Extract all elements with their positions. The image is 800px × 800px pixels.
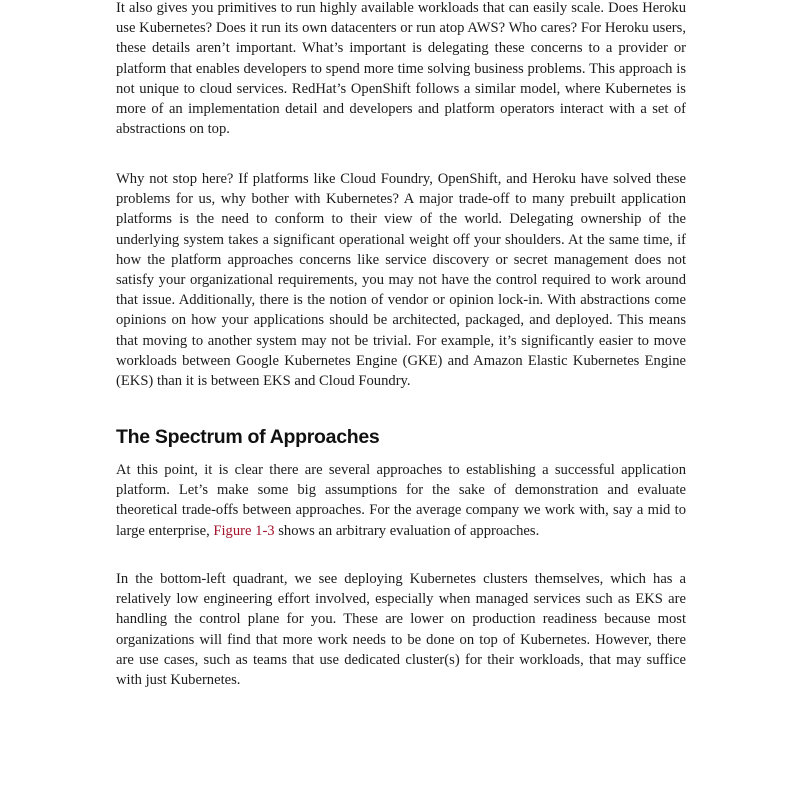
paragraph-platform-abstractions xyxy=(116,0,686,139)
paragraph-text: Why not stop here? If platforms like Cloud Foundry, OpenShift, and Heroku have solved these problems for us, why bother with Kubernetes? A major trade-off to many prebuilt application platforms is the need to conform to their view of the world. Delegating ownership of the underlying system takes a significant operational weight off your shoulders. At the same time, if how the platform approaches concerns like service discovery or secret management does not satisfy your organizational requirements, you may not have the control required to work around that issue. Additionally, there is the notion of vendor or opinion lock-in. With abstractions come opinions on how your applications should be architected, packaged, and deployed. This means that moving to another system may not be trivial. For example, it’s significantly easier to move workloads between Google Kubernetes Engine (GKE) and Amazon Elastic Kubernetes Engine (EKS) than it is between EKS and Cloud Foundry. xyxy=(116,171,686,390)
figure-reference-link[interactable]: Figure 1-3 xyxy=(213,522,275,539)
paragraph-text: It also gives you primitives to run highly available workloads that can easily scale. Does Heroku use Kubernetes? Does it run its own datacenters or run atop AWS? Who cares? For Heroku users, these details aren’t important. What’s important is delegating these concerns to a provider or platform that enables developers to spend more time solving business problems. This approach is not unique to cloud services. RedHat’s OpenShift follows a similar model, where Kubernetes is more of an implementation detail and developers and platform operators interact with a set of abstractions on top. xyxy=(116,0,686,138)
paragraph-text: In the bottom-left quadrant, we see deploying Kubernetes clusters themselves, which has a relatively low engineering effort involved, especially when managed services such as EKS are handling the control plane for you. These are lower on production readiness because most organizations will find that more work needs to be done on top of Kubernetes. However, there are use cases, such as teams that use dedicated cluster(s) for their workloads, that may suffice with just Kubernetes. xyxy=(116,571,686,689)
paragraph-text xyxy=(116,460,686,541)
paragraph-tradeoffs xyxy=(116,169,686,391)
paragraph-spectrum-intro xyxy=(116,460,686,541)
section-heading: The Spectrum of Approaches xyxy=(116,426,380,448)
paragraph-text-after-link: shows an arbitrary evaluation of approaches. xyxy=(274,522,540,539)
paragraph-text-before-link: At this point, it is clear there are several approaches to establishing a successful application platform. Let’s make some big assumptions for the sake of demonstration and evaluate theoretical trade-offs between approaches. For the average company we work with, say a mid to large enterprise, xyxy=(116,462,686,539)
paragraph-bottom-left-quadrant xyxy=(116,569,686,690)
